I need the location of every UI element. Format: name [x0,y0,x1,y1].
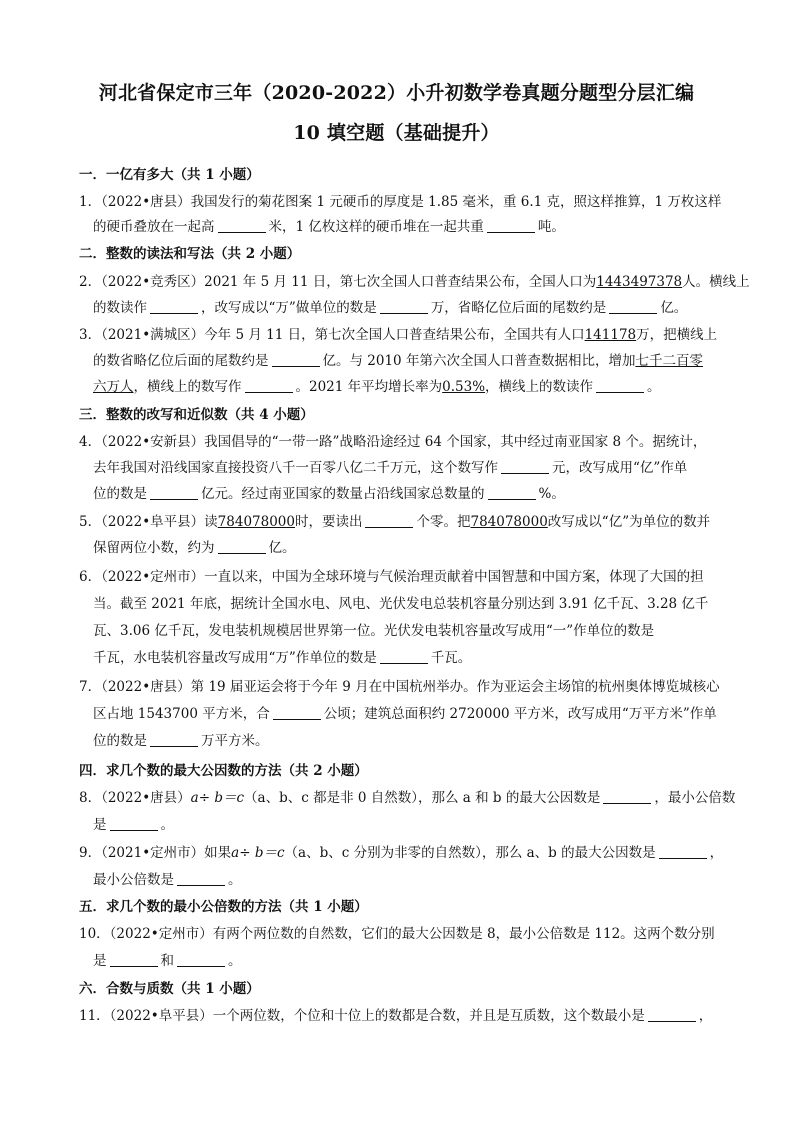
answer-blank[interactable] [218,218,266,233]
answer-blank[interactable] [380,299,428,314]
question-7-line-1: 7．（2022•唐县）第 19 届亚运会将于今年 9 月在中国杭州举办。作为亚运会主场馆的杭州奥体博览城核心 [79,679,720,695]
text-segment: 千瓦，水电装机容量改写成用“万”作单位的数是 [93,650,377,666]
document-title: 河北省保定市三年（2020-2022）小升初数学卷真题分题型分层汇编 [98,82,695,104]
text-segment: ， [709,845,724,861]
underlined-number: 六万人 [93,379,134,395]
question-2-line-2 [93,296,733,316]
text-segment: %。 [538,486,565,502]
text-segment: 万，把横线上 [636,327,718,343]
underlined-number: 784078000 [217,514,295,530]
question-4-line-3 [93,482,733,502]
text-segment: 人。横线上 [682,274,750,290]
answer-blank[interactable] [659,844,707,859]
text-segment: 。 [228,953,242,969]
text-segment: 的数读作 [93,300,147,316]
text-segment: 是 [93,953,107,969]
text-segment: 5．（2022•阜平县）读 [79,514,218,530]
text-segment: 时，要读出 [294,514,363,530]
underlined-number: 1443497378 [596,274,683,290]
text-segment: 公顷；建筑总面积约 2720000 平方米，改写成用“万平方米”作单 [323,706,717,722]
text-segment: 是 [93,817,107,833]
question-10-line-2 [93,949,733,969]
question-8-line-1 [79,786,736,806]
text-segment: ，最小公倍数 [654,790,736,806]
question-5-line-2 [93,536,733,556]
math-expression: a÷ b＝c [190,790,245,806]
answer-blank[interactable] [380,649,428,664]
question-1-line-2 [93,215,733,235]
section-heading-2: 二．整数的读法和写法（共 2 小题） [79,246,301,262]
section-heading-3: 三．整数的改写和近似数（共 4 小题） [79,407,314,423]
text-segment: 位的数是 [93,486,147,502]
text-segment: （a、b、c 分别为非零的自然数），那么 a、b 的最大公因数是 [284,845,656,861]
question-7-line-3 [93,729,733,749]
math-expression: a÷ b＝c [231,845,285,861]
answer-blank[interactable] [150,299,198,314]
text-segment: 元，改写成用“亿”作单 [552,460,688,476]
text-segment: ，横线上的数读作 [485,379,594,395]
section-heading-6: 六．合数与质数（共 1 小题） [79,981,260,997]
text-segment: 区占地 1543700 平方米，合 [93,706,270,722]
question-9-line-1 [79,841,724,861]
section-heading-4: 四．求几个数的最大公因数的方法（共 2 小题） [79,763,368,779]
text-segment: 3．（2021•满城区）今年 5 月 11 日，第七次全国人口普查结果公布，全国共有人口 [79,327,585,343]
text-segment: 最小公倍数是 [93,872,174,888]
answer-blank[interactable] [365,513,413,528]
answer-blank[interactable] [609,299,657,314]
text-segment: 的数省略亿位后面的尾数约是 [93,353,269,369]
answer-blank[interactable] [110,952,158,967]
question-8-line-2 [93,813,733,833]
question-10-line-1: 10．（2022•定州市）有两个两位数的自然数，它们的最大公因数是 8，最小公倍数是 112。这两个数分别 [79,926,715,942]
question-6-line-3: 瓦、3.06 亿千瓦，发电装机规模居世界第一位。光伏发电装机容量改写成用“一”作单位的数是 [93,623,655,639]
text-segment: 个零。把 [416,514,471,530]
answer-blank[interactable] [501,459,549,474]
answer-blank[interactable] [245,378,293,393]
answer-blank[interactable] [488,485,536,500]
text-segment: 8．（2022•唐县） [79,790,191,806]
text-segment: 亿。 [660,300,688,316]
answer-blank[interactable] [150,485,198,500]
answer-blank[interactable] [150,732,198,747]
question-6-line-1: 6．（2022•定州市）一直以来，中国为全球环境与气候治理贡献着中国智慧和中国方案，体现了大国的担 [79,569,704,585]
question-5-line-1 [79,510,719,530]
question-3-line-1 [79,323,719,343]
text-segment: ，改写成以“万”做单位的数是 [201,300,377,316]
answer-blank[interactable] [110,816,158,831]
question-4-line-2 [93,456,733,476]
answer-blank[interactable] [273,705,321,720]
question-1-line-1: 1．（2022•唐县）我国发行的菊花图案 1 元硬币的厚度是 1.85 毫米，重 6.1 克，照这样推算，1 万枚这样 [79,194,722,210]
text-segment: 去年我国对沿线国家直接投资八千一百零八亿二千万元，这个数写作 [93,460,498,476]
answer-blank[interactable] [487,218,535,233]
underlined-number: 784078000 [470,514,548,530]
question-6-line-2: 当。截至 2021 年底，据统计全国水电、风电、光伏发电总装机容量分别达到 3.91 亿千瓦、3.28 亿千 [93,596,709,612]
question-3-line-3 [93,375,733,395]
question-11-line-1 [79,1004,719,1024]
text-segment: 保留两位小数，约为 [93,540,215,556]
answer-blank[interactable] [218,539,266,554]
text-segment: 千瓦。 [430,650,472,666]
text-segment: 。 [228,872,242,888]
text-segment: 9．（2021•定州市）如果 [79,845,232,861]
text-segment: 。 [160,817,174,833]
answer-blank[interactable] [596,378,644,393]
question-3-line-2 [93,349,733,369]
underlined-number: 141178 [584,327,637,343]
text-segment: 11．（2022•阜平县）一个两位数，个位和十位上的数都是合数，并且是互质数，这个数最小是 [79,1008,645,1024]
text-segment: 。 [647,379,661,395]
question-9-line-2 [93,868,733,888]
text-segment: 的硬币叠放在一起高 [93,219,215,235]
text-segment: 亿元。经过南亚国家的数量占沿线国家总数量的 [201,486,485,502]
question-4-line-1: 4．（2022•安新县）我国倡导的“一带一路”战略沿途经过 64 个国家，其中经过南亚国家 8 个。据统计， [79,434,707,450]
document-subtitle: 10 填空题（基础提升） [293,122,500,144]
answer-blank[interactable] [177,952,225,967]
question-6-line-4 [93,646,733,666]
question-7-line-2 [93,702,733,722]
text-segment: 位的数是 [93,733,147,749]
section-heading-5: 五．求几个数的最小公倍数的方法（共 1 小题） [79,899,368,915]
answer-blank[interactable] [648,1007,696,1022]
text-segment: 和 [160,953,174,969]
text-segment: ， [698,1008,713,1024]
text-segment: （a、b、c 都是非 0 自然数），那么 a 和 b 的最大公因数是 [244,790,601,806]
text-segment: 。2021 年平均增长率为 [295,379,443,395]
text-segment: 亿。 [268,540,296,556]
text-segment: 米，1 亿枚这样的硬币堆在一起共重 [268,219,484,235]
text-segment: 改写成以“亿”为单位的数并 [547,514,711,530]
text-segment: ，横线上的数写作 [133,379,242,395]
answer-blank[interactable] [272,352,320,367]
answer-blank[interactable] [603,789,651,804]
underlined-number: 0.53% [442,379,486,395]
text-segment: 万平方米。 [201,733,269,749]
underlined-number: 七千二百零 [635,353,703,369]
section-heading-1: 一．一亿有多大（共 1 小题） [79,167,260,183]
question-2-line-1 [79,270,750,290]
text-segment: 亿。与 2010 年第六次全国人口普查数据相比，增加 [322,353,636,369]
text-segment: 万，省略亿位后面的尾数约是 [430,300,607,316]
answer-blank[interactable] [177,871,225,886]
text-segment: 吨。 [537,219,565,235]
text-segment: 2．（2022•竞秀区）2021 年 5 月 11 日，第七次全国人口普查结果公布，全国人口为 [79,274,597,290]
